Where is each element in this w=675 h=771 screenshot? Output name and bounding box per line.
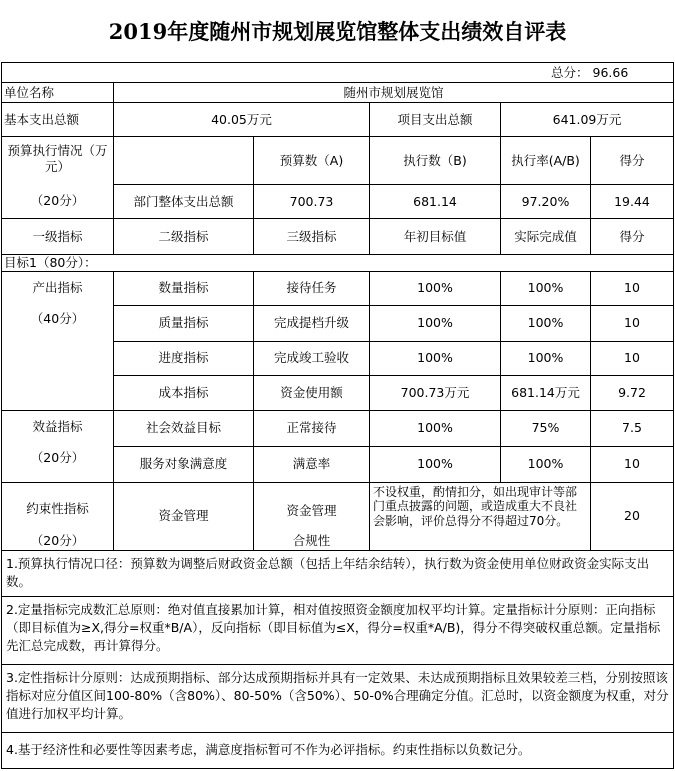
output-l3: 完成竣工验收 [254, 341, 370, 375]
constraint-indicator-weight: （20分） [30, 532, 85, 548]
budget-score-value: 19.44 [591, 185, 674, 219]
budget-col-score: 得分 [591, 137, 674, 185]
constraint-score: 20 [591, 482, 674, 550]
constraint-l3-cell [254, 482, 370, 550]
constraint-l3-bottom: 合规性 [292, 532, 331, 548]
output-target: 100% [370, 341, 501, 375]
budget-execution-label: 预算执行情况（万元） [2, 137, 114, 185]
constraint-indicator-cell [2, 482, 114, 550]
output-l2: 进度指标 [114, 341, 254, 375]
benefit-actual: 75% [501, 410, 591, 446]
total-score-value: 96.66 [591, 63, 674, 83]
header-level1: 一级指标 [2, 219, 114, 255]
output-actual: 681.14万元 [501, 375, 591, 410]
output-l2: 质量指标 [114, 305, 254, 341]
output-actual: 100% [501, 341, 591, 375]
budget-col-rate: 执行率(A/B) [501, 137, 591, 185]
constraint-description: 不设权重，酌情扣分，如出现审计等部门重点披露的问题，或造成重大不良社会影响，评价总得分不得超过70分。 [370, 482, 591, 550]
budget-col-a: 预算数（A) [254, 137, 370, 185]
budget-col-b: 执行数（B) [370, 137, 501, 185]
benefit-l3: 正常接待 [254, 410, 370, 446]
benefit-l3: 满意率 [254, 446, 370, 482]
evaluation-table [1, 62, 674, 769]
benefit-actual: 100% [501, 446, 591, 482]
total-score-row [2, 63, 674, 83]
budget-item-name: 部门整体支出总额 [114, 185, 254, 219]
output-l3: 完成提档升级 [254, 305, 370, 341]
benefit-indicator-label: 效益指标 [32, 418, 83, 434]
header-level2: 二级指标 [114, 219, 254, 255]
basic-expenditure-value: 40.05万元 [114, 103, 370, 137]
output-actual: 100% [501, 271, 591, 305]
unit-label: 单位名称 [2, 83, 114, 103]
constraint-l3-top: 资金管理 [286, 503, 337, 519]
project-expenditure-label: 项目支出总额 [370, 103, 501, 137]
unit-value: 随州市规划展览馆 [114, 83, 674, 103]
budget-rate-value: 97.20% [501, 185, 591, 219]
note-row [2, 732, 674, 768]
note-1: 1.预算执行情况口径：预算数为调整后财政资金总额（包括上年结余结转），执行数为资金使用单位财政资金实际支出数。 [2, 550, 674, 596]
benefit-target: 100% [370, 446, 501, 482]
constraint-indicator-label: 约束性指标 [26, 501, 89, 517]
expenditure-row [2, 103, 674, 137]
budget-weight: （20分） [2, 185, 114, 219]
output-indicator-label: 产出指标 [32, 279, 83, 295]
benefit-score: 10 [591, 446, 674, 482]
note-3: 3.定性指标计分原则：达成预期指标、部分达成预期指标并具有一定效果、未达成预期指标且效果较差三档，分别按照该指标对应分值区间100-80%（含80%）、80-50%（含50%）、50-0%合理确定分值。汇总时，以资金额度为权重，对分值进行加权平均计算。 [2, 664, 674, 732]
indicator-header-row [2, 219, 674, 255]
total-score-label: 总分： [501, 63, 591, 83]
note-row [2, 664, 674, 732]
output-score: 9.72 [591, 375, 674, 410]
benefit-indicator-cell [2, 410, 114, 482]
output-score: 10 [591, 305, 674, 341]
header-level3: 三级指标 [254, 219, 370, 255]
basic-expenditure-label: 基本支出总额 [2, 103, 114, 137]
benefit-indicator-weight: （20分） [30, 450, 85, 466]
note-row [2, 550, 674, 596]
output-actual: 100% [501, 305, 591, 341]
goal-row [2, 255, 674, 272]
output-l3: 接待任务 [254, 271, 370, 305]
note-row [2, 596, 674, 664]
output-target: 100% [370, 305, 501, 341]
unit-row [2, 83, 674, 103]
benefit-l2: 服务对象满意度 [114, 446, 254, 482]
project-expenditure-value: 641.09万元 [501, 103, 674, 137]
output-indicator-weight: （40分） [30, 311, 85, 327]
budget-header-row [2, 137, 674, 185]
output-indicator-cell [2, 271, 114, 410]
output-l2: 成本指标 [114, 375, 254, 410]
output-l3: 资金使用额 [254, 375, 370, 410]
constraint-l2: 资金管理 [114, 482, 254, 550]
budget-a-value: 700.73 [254, 185, 370, 219]
goal-label: 目标1（80分）： [2, 255, 674, 272]
output-target: 700.73万元 [370, 375, 501, 410]
note-2: 2.定量指标完成数汇总原则：绝对值直接累加计算，相对值按照资金额度加权平均计算。定量指标计分原则：正向指标（即目标值为≥X,得分=权重*B/A），反向指标（即目标值为≤X，得分=权重*A/B)，得分不得突破权重总额。定量指标先汇总完成数，再计算得分。 [2, 596, 674, 664]
note-4: 4.基于经济性和必要性等因素考虑，满意度指标暂可不作为必评指标。约束性指标以负数记分。 [2, 732, 674, 768]
table-row [2, 271, 674, 305]
output-target: 100% [370, 271, 501, 305]
budget-row [2, 185, 674, 219]
benefit-target: 100% [370, 410, 501, 446]
output-score: 10 [591, 271, 674, 305]
header-actual: 实际完成值 [501, 219, 591, 255]
benefit-score: 7.5 [591, 410, 674, 446]
page-title: 2019年度随州市规划展览馆整体支出绩效自评表 [108, 19, 567, 44]
output-score: 10 [591, 341, 674, 375]
output-l2: 数量指标 [114, 271, 254, 305]
benefit-l2: 社会效益目标 [114, 410, 254, 446]
header-target: 年初目标值 [370, 219, 501, 255]
budget-b-value: 681.14 [370, 185, 501, 219]
constraint-row [2, 482, 674, 550]
header-score: 得分 [591, 219, 674, 255]
table-row [2, 410, 674, 446]
